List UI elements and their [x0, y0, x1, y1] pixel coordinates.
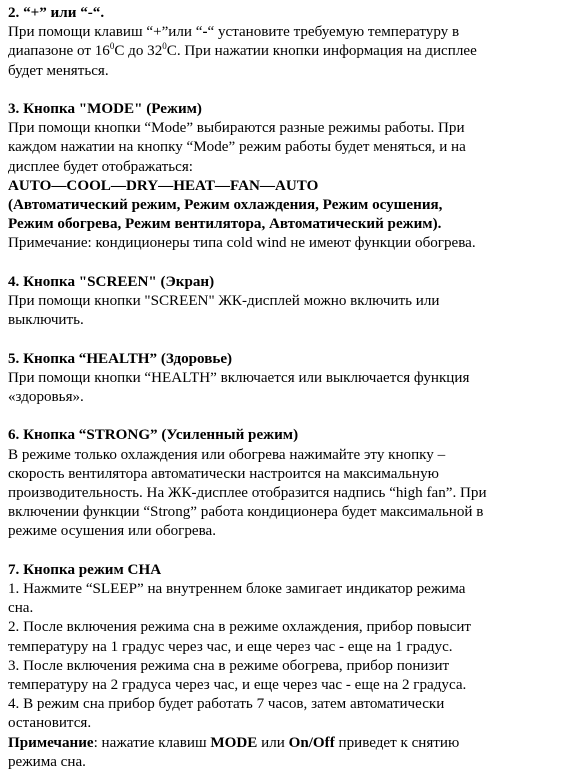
section-7-text: температуру на 2 градуса через час, и еще через час - еще на 2 градуса.	[8, 677, 467, 694]
section-7-text: сна.	[8, 600, 34, 617]
spacer	[8, 407, 559, 426]
section-7-text: 4. В режим сна прибор будет работать 7 часов, затем автоматически	[8, 696, 445, 713]
section-2-text: При помощи клавиш “+”или “-“ установите требуемую температуру в	[8, 24, 460, 41]
mode-names: (Автоматический режим, Режим охлаждения, Режим осушения,	[8, 197, 443, 214]
section-4-text: При помощи кнопки "SCREEN" ЖК-дисплей можно включить или	[8, 293, 440, 310]
section-6-text: скорость вентилятора автоматически настроится на максимальную	[8, 465, 439, 482]
section-6-text: режиме осушения или обогрева.	[8, 523, 217, 540]
section-6-heading: 6. Кнопка “STRONG” (Усиленный режим)	[8, 427, 299, 444]
section-3-heading: 3. Кнопка "MODE" (Режим)	[8, 101, 202, 117]
section-2-text: будет меняться.	[8, 62, 109, 79]
section-7-text: 3. После включения режима сна в режиме обогрева, прибор понизит	[8, 657, 450, 674]
section-5-text: При помощи кнопки “HEALTH” включается или выключается функция	[8, 369, 470, 386]
section-7-text: остановится.	[8, 715, 92, 732]
section-7-heading: 7. Кнопка режим СНА	[8, 561, 162, 578]
section-7-text: 2. После включения режима сна в режиме охлаждения, прибор повысит	[8, 619, 471, 636]
section-5-heading: 5. Кнопка “HEALTH” (Здоровье)	[8, 350, 233, 367]
section-5-text: «здоровья».	[8, 389, 84, 406]
section-6-text: производительность. На ЖК-дисплее отобразится надпись “high fan”. При	[8, 485, 487, 502]
section-3-text: При помощи кнопки “Mode” выбираются разные режимы работы. При	[8, 120, 465, 137]
section-7-text: температуру на 1 градус через час, и еще через час - еще на 1 градус.	[8, 638, 453, 655]
section-7-text: 1. Нажмите “SLEEP” на внутреннем блоке замигает индикатор режима	[8, 581, 466, 598]
section-2-heading: 2. “+” или “-“.	[8, 5, 105, 21]
spacer	[8, 330, 559, 349]
spacer	[8, 254, 559, 273]
section-7-note: Примечание: нажатие клавиш MODE или On/Off приведет к снятию	[8, 734, 460, 751]
section-3-text: дисплее будет отображаться:	[8, 158, 193, 175]
mode-names: Режим обогрева, Режим вентилятора, Автоматический режим).	[8, 216, 442, 233]
spacer	[8, 542, 559, 561]
section-3-text: каждом нажатии на кнопку “Mode” режим работы будет меняться, и на	[8, 139, 466, 156]
section-6-text: В режиме только охлаждения или обогрева нажимайте эту кнопку –	[8, 446, 446, 463]
mode-sequence: AUTO—COOL—DRY—HEAT—FAN—AUTO	[8, 177, 319, 194]
section-3-note: Примечание: кондиционеры типа cold wind не имеют функции обогрева.	[8, 235, 476, 252]
section-7-text: режима сна.	[8, 753, 86, 770]
section-6-text: включении функции “Strong” работа кондиционера будет максимальной в	[8, 504, 484, 521]
section-4-heading: 4. Кнопка "SCREEN" (Экран)	[8, 273, 215, 290]
spacer	[8, 81, 559, 100]
section-2-text: диапазоне от $16^0C$ до $32^0C$. При нажатии кнопки информация на дисплее	[8, 41, 477, 60]
section-4-text: выключить.	[8, 312, 84, 329]
